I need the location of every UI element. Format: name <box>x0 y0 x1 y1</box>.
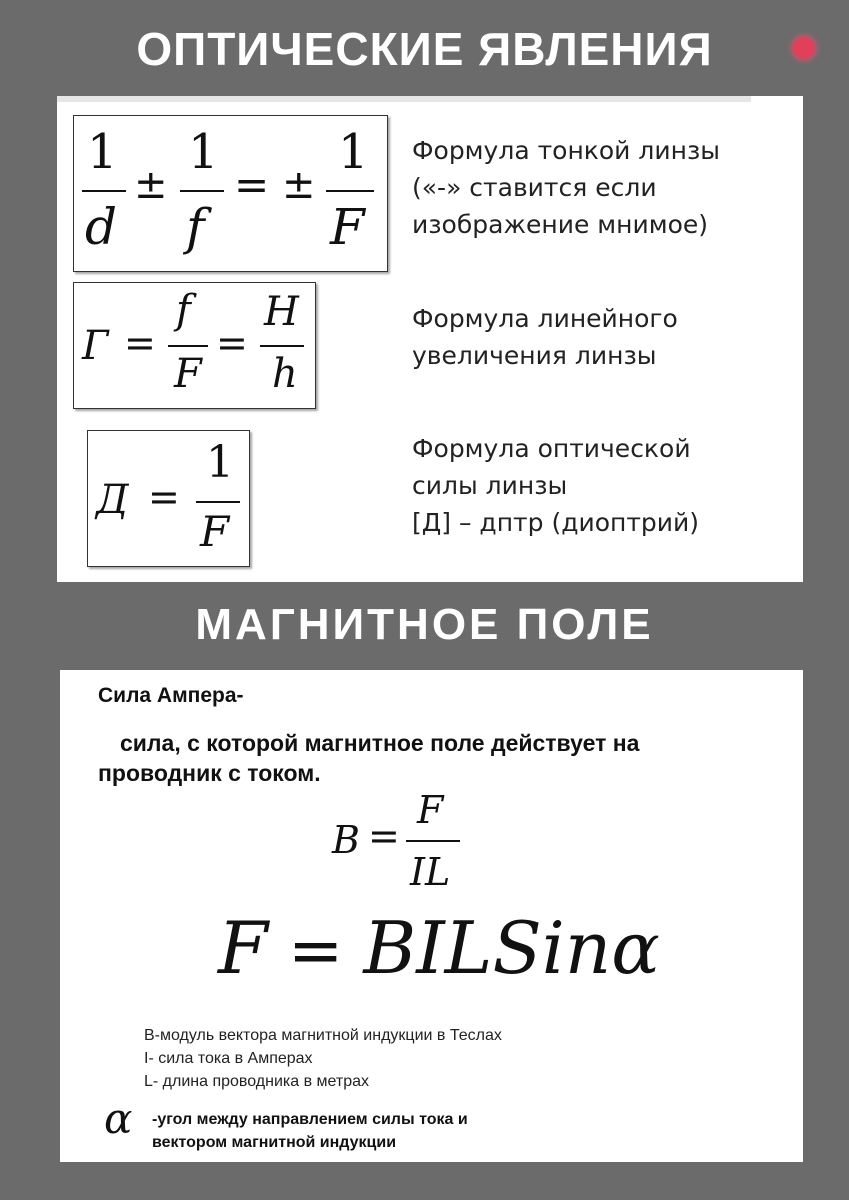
eq-sign-4: = <box>148 475 180 519</box>
section-title-magnetic: МАГНИТНОЕ ПОЛЕ <box>195 600 654 649</box>
magnification-description: Формула линейного увеличения линзы <box>412 304 678 370</box>
ampere-heading: Сила Ампера- <box>98 684 244 707</box>
mag-frac2-num: H <box>264 289 299 335</box>
frac1-num: 1 <box>87 124 118 180</box>
variable-legend <box>144 1024 502 1093</box>
lens-formula-description: Формула тонкой линзы («-» ставится если изображение мнимое) <box>412 136 720 239</box>
magnetic-panel <box>60 670 803 1162</box>
magnification-lhs: Г <box>82 323 109 369</box>
power-lhs: Д <box>96 477 129 523</box>
optical-power-formula-box <box>87 430 250 567</box>
mag-frac1-num: f <box>176 287 191 333</box>
b-formula-den: IL <box>410 850 451 894</box>
lens-formula-box <box>73 115 388 272</box>
ampere-definition-line-1: сила, с которой магнитное поле действует на <box>120 730 640 756</box>
f-formula-rhs: BILSin <box>363 906 612 990</box>
f-formula-lhs: F <box>218 906 268 990</box>
optical-power-description: Формула оптической силы линзы [Д] – дптр (диоптрий) <box>412 434 700 537</box>
frac2-bar <box>180 190 224 192</box>
ampere-definition-line-2: проводник с током. <box>98 760 321 786</box>
magnification-formula-box <box>73 282 316 409</box>
f-formula <box>218 906 660 993</box>
optics-panel <box>57 96 803 582</box>
pm-sign-2: ± <box>282 162 316 208</box>
b-formula-num: F <box>417 788 444 832</box>
power-frac-bar <box>196 501 240 503</box>
legend-l: L- длина проводника в метрах <box>144 1073 370 1090</box>
section-title-optics: ОПТИЧЕСКИЕ ЯВЛЕНИЯ <box>136 23 713 75</box>
mag-frac1-bar <box>168 345 208 347</box>
frac1-bar <box>82 190 126 192</box>
eq-sign-3: = <box>216 321 248 365</box>
frac2-num: 1 <box>188 124 219 180</box>
alpha-symbol: α <box>611 906 660 990</box>
power-frac-den: F <box>200 507 230 556</box>
record-dot-icon <box>793 37 815 59</box>
panel-top-strip <box>57 96 751 102</box>
alpha-legend-text: -угол между направлением силы тока и вектором магнитной индукции <box>152 1111 468 1151</box>
b-formula-bar <box>406 840 460 842</box>
legend-b: В-модуль вектора магнитной индукции в Теслах <box>144 1027 502 1044</box>
frac2-den: f <box>186 198 205 256</box>
mag-frac1-den: F <box>174 351 202 397</box>
mag-frac2-den: h <box>272 351 298 397</box>
eq-sign-1: = <box>234 160 270 209</box>
b-formula-lhs: B <box>332 818 360 862</box>
frac3-bar <box>326 190 374 192</box>
frac3-num: 1 <box>338 124 369 180</box>
frac1-den: d <box>85 198 118 256</box>
alpha-legend-symbol: α <box>104 1094 133 1143</box>
mag-frac2-bar <box>260 345 304 347</box>
power-frac-num: 1 <box>206 437 234 488</box>
pm-sign-1: ± <box>134 162 168 208</box>
eq-sign-2: = <box>124 321 156 365</box>
b-formula-eq: = <box>368 814 400 858</box>
legend-i: I- сила тока в Амперах <box>144 1050 313 1067</box>
frac3-den: F <box>330 198 365 256</box>
f-formula-eq: = <box>287 912 344 989</box>
